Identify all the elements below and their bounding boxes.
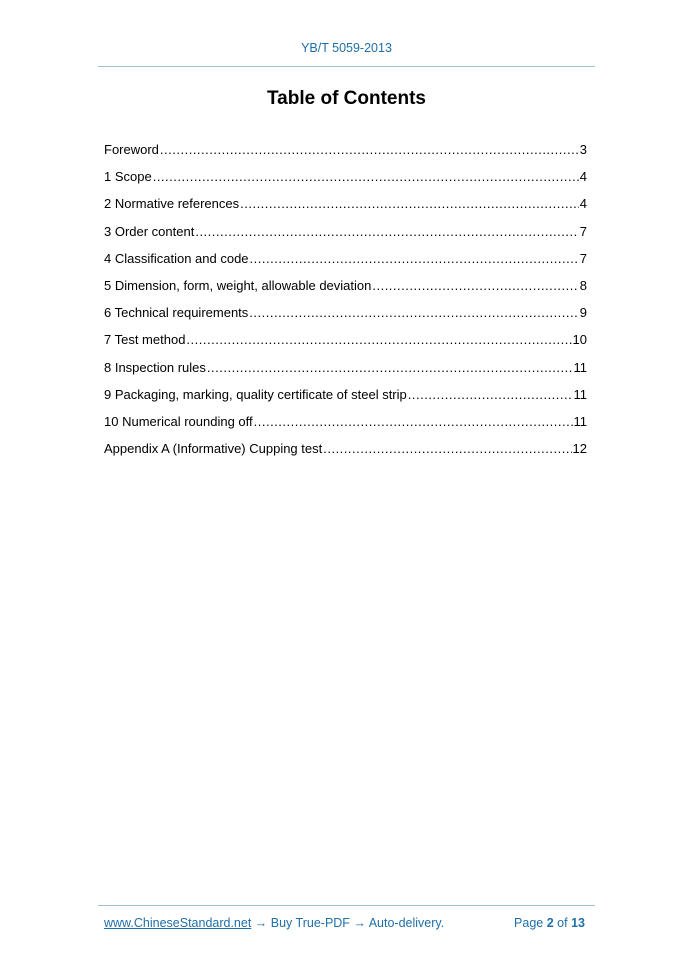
toc-entry-page: 11 bbox=[573, 359, 587, 375]
toc-entry-label: 2 Normative references bbox=[104, 196, 240, 212]
toc-entry-appendix-a[interactable] bbox=[104, 439, 587, 466]
table-of-contents bbox=[104, 140, 587, 466]
page-of-label: of bbox=[557, 916, 568, 930]
toc-entry-label: Foreword bbox=[104, 142, 159, 157]
toc-entry-scope[interactable] bbox=[104, 167, 587, 194]
toc-entry-label: 4 Classification and code bbox=[104, 250, 249, 266]
toc-entry-page: 7 bbox=[579, 250, 587, 266]
toc-entry-label: 7 Test method bbox=[104, 332, 186, 348]
toc-entry-page: 4 bbox=[579, 169, 587, 185]
toc-entry-normative-references[interactable] bbox=[104, 194, 587, 221]
toc-entry-rounding-off[interactable] bbox=[104, 412, 587, 439]
toc-entry-foreword[interactable] bbox=[104, 140, 587, 167]
toc-entry-inspection-rules[interactable] bbox=[104, 358, 587, 385]
toc-entry-label: 6 Technical requirements bbox=[104, 305, 249, 321]
toc-entry-page: 7 bbox=[579, 223, 587, 239]
page-title: Table of Contents bbox=[266, 88, 427, 109]
toc-leader-dots bbox=[153, 167, 579, 187]
toc-leader-dots bbox=[186, 330, 571, 350]
page-footer bbox=[98, 905, 595, 930]
current-page-number: 2 bbox=[546, 916, 554, 930]
toc-entry-page: 4 bbox=[579, 196, 587, 212]
toc-entry-page: 10 bbox=[572, 332, 587, 348]
toc-entry-label: 3 Order content bbox=[104, 223, 195, 239]
toc-entry-label: 9 Packaging, marking, quality certificate of steel strip bbox=[104, 386, 407, 402]
toc-entry-order-content[interactable] bbox=[104, 222, 587, 249]
toc-entry-label: 1 Scope bbox=[104, 169, 152, 185]
toc-entry-page: 8 bbox=[579, 277, 587, 293]
toc-entry-dimension[interactable] bbox=[104, 276, 587, 303]
website-link[interactable]: www.ChineseStandard.net bbox=[104, 916, 252, 930]
footer-promo bbox=[104, 916, 444, 930]
toc-leader-dots bbox=[207, 358, 573, 378]
toc-entry-page: 11 bbox=[573, 413, 587, 429]
toc-leader-dots bbox=[254, 412, 573, 432]
toc-leader-dots bbox=[160, 140, 579, 160]
toc-entry-label: 8 Inspection rules bbox=[104, 359, 206, 375]
toc-leader-dots bbox=[372, 276, 578, 296]
page-label: Page bbox=[514, 916, 544, 930]
toc-entry-label: Appendix A (Informative) Cupping test bbox=[104, 441, 323, 457]
toc-leader-dots bbox=[240, 194, 579, 214]
total-page-count: 13 bbox=[571, 916, 585, 930]
standard-code: YB/T 5059-2013 bbox=[301, 41, 392, 55]
toc-entry-page: 3 bbox=[579, 142, 587, 157]
toc-entry-page: 9 bbox=[579, 305, 587, 321]
page-indicator bbox=[514, 916, 585, 930]
toc-leader-dots bbox=[408, 385, 573, 405]
page-header bbox=[98, 36, 595, 67]
toc-leader-dots bbox=[323, 439, 571, 459]
toc-entry-technical-requirements[interactable] bbox=[104, 303, 587, 330]
toc-leader-dots bbox=[249, 303, 578, 323]
toc-entry-page: 12 bbox=[572, 441, 587, 457]
footer-tagline: → Buy True-PDF → Auto-delivery. bbox=[251, 916, 445, 930]
toc-leader-dots bbox=[195, 222, 578, 242]
toc-entry-label: 5 Dimension, form, weight, allowable deviation bbox=[104, 277, 372, 293]
toc-leader-dots bbox=[250, 249, 579, 269]
toc-entry-page: 11 bbox=[573, 386, 587, 402]
toc-entry-packaging[interactable] bbox=[104, 385, 587, 412]
toc-entry-test-method[interactable] bbox=[104, 330, 587, 357]
toc-entry-label: 10 Numerical rounding off bbox=[104, 413, 253, 429]
toc-entry-classification[interactable] bbox=[104, 249, 587, 276]
